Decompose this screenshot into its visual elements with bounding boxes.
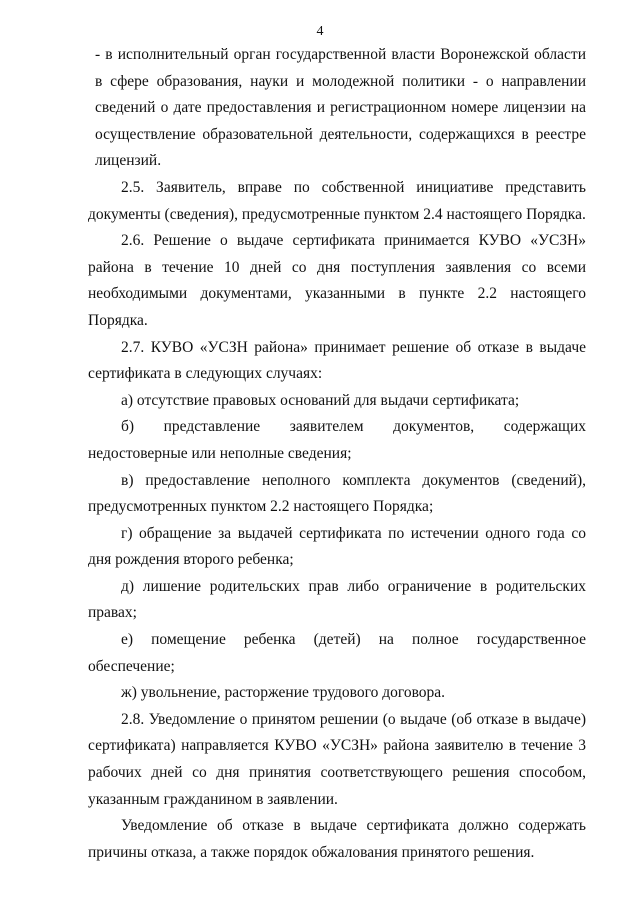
- page-number: 4: [316, 24, 324, 39]
- paragraph-refusal-notice: Уведомление об отказе в выдаче сертификата должно содержать причины отказа, а также порядок обжалования принятого решения.: [88, 817, 586, 861]
- list-item-a: а) отсутствие правовых оснований для выдачи сертификата;: [121, 391, 520, 409]
- list-item-zh: ж) увольнение, расторжение трудового договора.: [121, 684, 446, 702]
- list-item-e: е) помещение ребенка (детей) на полное государственное обеспечение;: [88, 631, 586, 675]
- list-item-d: д) лишение родительских прав либо ограничение в родительских правах;: [88, 577, 586, 622]
- paragraph-2-6: 2.6. Решение о выдаче сертификата принимается КУВО «УСЗН» района в течение 10 дней со дня поступления заявления со всеми необходимыми документами, указанными в пункте 2.2 настоящего Порядка.: [88, 232, 586, 329]
- paragraph-2-5: 2.5. Заявитель, вправе по собственной инициативе представить документы (сведения), предусмотренные пунктом 2.4 настоящего Порядка.: [88, 178, 586, 223]
- document-body: [88, 42, 586, 866]
- paragraph-2-7: 2.7. КУВО «УСЗН района» принимает решение об отказе в выдаче сертификата в следующих случаях:: [88, 338, 586, 383]
- list-item-g: г) обращение за выдачей сертификата по истечении одного года со дня рождения второго ребенка;: [88, 524, 586, 569]
- paragraph-notification-item: [88, 42, 586, 175]
- paragraph-text: - в исполнительный орган государственной власти Воронежской области в сфере образования, науки и молодежной политики - о направлении сведений о дате предоставления и регистрационном номере лицензии на осуществление образовательной деятельности, содержащихся в реестре лицензий.: [95, 46, 586, 170]
- list-item-v: в) предоставление неполного комплекта документов (сведений), предусмотренных пунктом 2.2 настоящего Порядка;: [88, 471, 586, 516]
- list-item-b: б) представление заявителем документов, содержащих недостоверные или неполные сведения;: [88, 418, 586, 462]
- paragraph-2-8: 2.8. Уведомление о принятом решении (о выдаче (об отказе в выдаче) сертификата) направляется КУВО «УСЗН» района заявителю в течение 3 рабочих дней со дня принятия соответствующего решения способом, указанным гражданином в заявлении.: [88, 710, 586, 808]
